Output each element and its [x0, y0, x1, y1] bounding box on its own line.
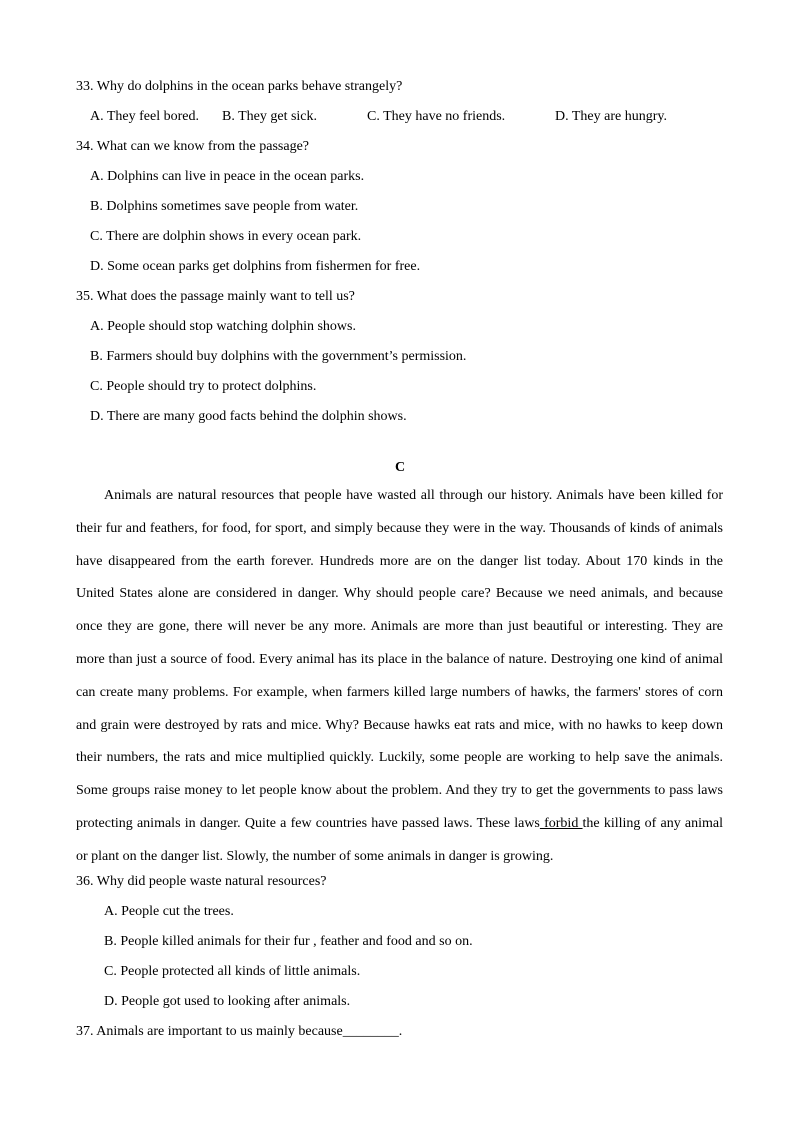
option-36-a: A. People cut the trees. [104, 904, 234, 919]
section-heading: C [394, 460, 406, 475]
option-35-b: B. Farmers should buy dolphins with the government’s permission. [90, 349, 467, 364]
passage-text-before: Animals are natural resources that people have wasted all through our history. Animals have been killed for their fur and feathers, for food, for sport, and simply because they were in the way. Thousands of kinds of animals have disappeared from the earth forever. Hundreds more are on the danger list today. About 170 kinds in the United States alone are considered in danger. Why should people care? Because we need animals, and because once they are gone, there will never be any more. Animals are more than just beautiful or interesting. They are more than just a source of food. Every animal has its place in the balance of nature. Destroying one kind of animal can create many problems. For example, when farmers killed large numbers of hawks, the farmers' stores of corn and grain were destroyed by rats and mice. Why? Because hawks eat rats and mice, with no hawks to keep down their numbers, the rats and mice multiplied quickly. Luckily, some people are working to help save the animals. Some groups raise money to let people know about the problem. And they try to get the governments to pass laws protecting animals in danger. Quite a few countries have passed laws. These laws [76, 488, 723, 831]
option-33-a: A. They feel bored. [90, 109, 199, 124]
question-33-text: 33. Why do dolphins in the ocean parks behave strangely? [76, 79, 403, 94]
option-33-b: B. They get sick. [222, 109, 318, 124]
option-36-c: C. People protected all kinds of little animals. [104, 964, 361, 979]
option-35-a: A. People should stop watching dolphin shows. [90, 319, 356, 334]
option-36-d: D. People got used to looking after animals. [104, 994, 351, 1009]
option-36-b: B. People killed animals for their fur , feather and food and so on. [104, 934, 473, 949]
option-33-d: D. They are hungry. [555, 109, 667, 124]
option-34-c: C. There are dolphin shows in every ocean park. [90, 229, 362, 244]
question-35-text: 35. What does the passage mainly want to tell us? [76, 289, 355, 304]
underlined-word: forbid [539, 815, 583, 831]
reading-passage [76, 480, 723, 874]
option-33-c: C. They have no friends. [367, 109, 506, 124]
option-35-d: D. There are many good facts behind the dolphin shows. [90, 409, 407, 424]
question-37-text: 37. Animals are important to us mainly because________. [76, 1024, 403, 1039]
option-35-c: C. People should try to protect dolphins. [90, 379, 317, 394]
option-34-a: A. Dolphins can live in peace in the ocean parks. [90, 169, 365, 184]
question-34-text: 34. What can we know from the passage? [76, 139, 309, 154]
passage-text-after: the killing of any animal or plant on the danger list. Slowly, the number of some animals in danger is growing. [76, 815, 723, 864]
option-34-d: D. Some ocean parks get dolphins from fishermen for free. [90, 259, 421, 274]
question-36-text: 36. Why did people waste natural resources? [76, 874, 327, 889]
option-34-b: B. Dolphins sometimes save people from water. [90, 199, 359, 214]
